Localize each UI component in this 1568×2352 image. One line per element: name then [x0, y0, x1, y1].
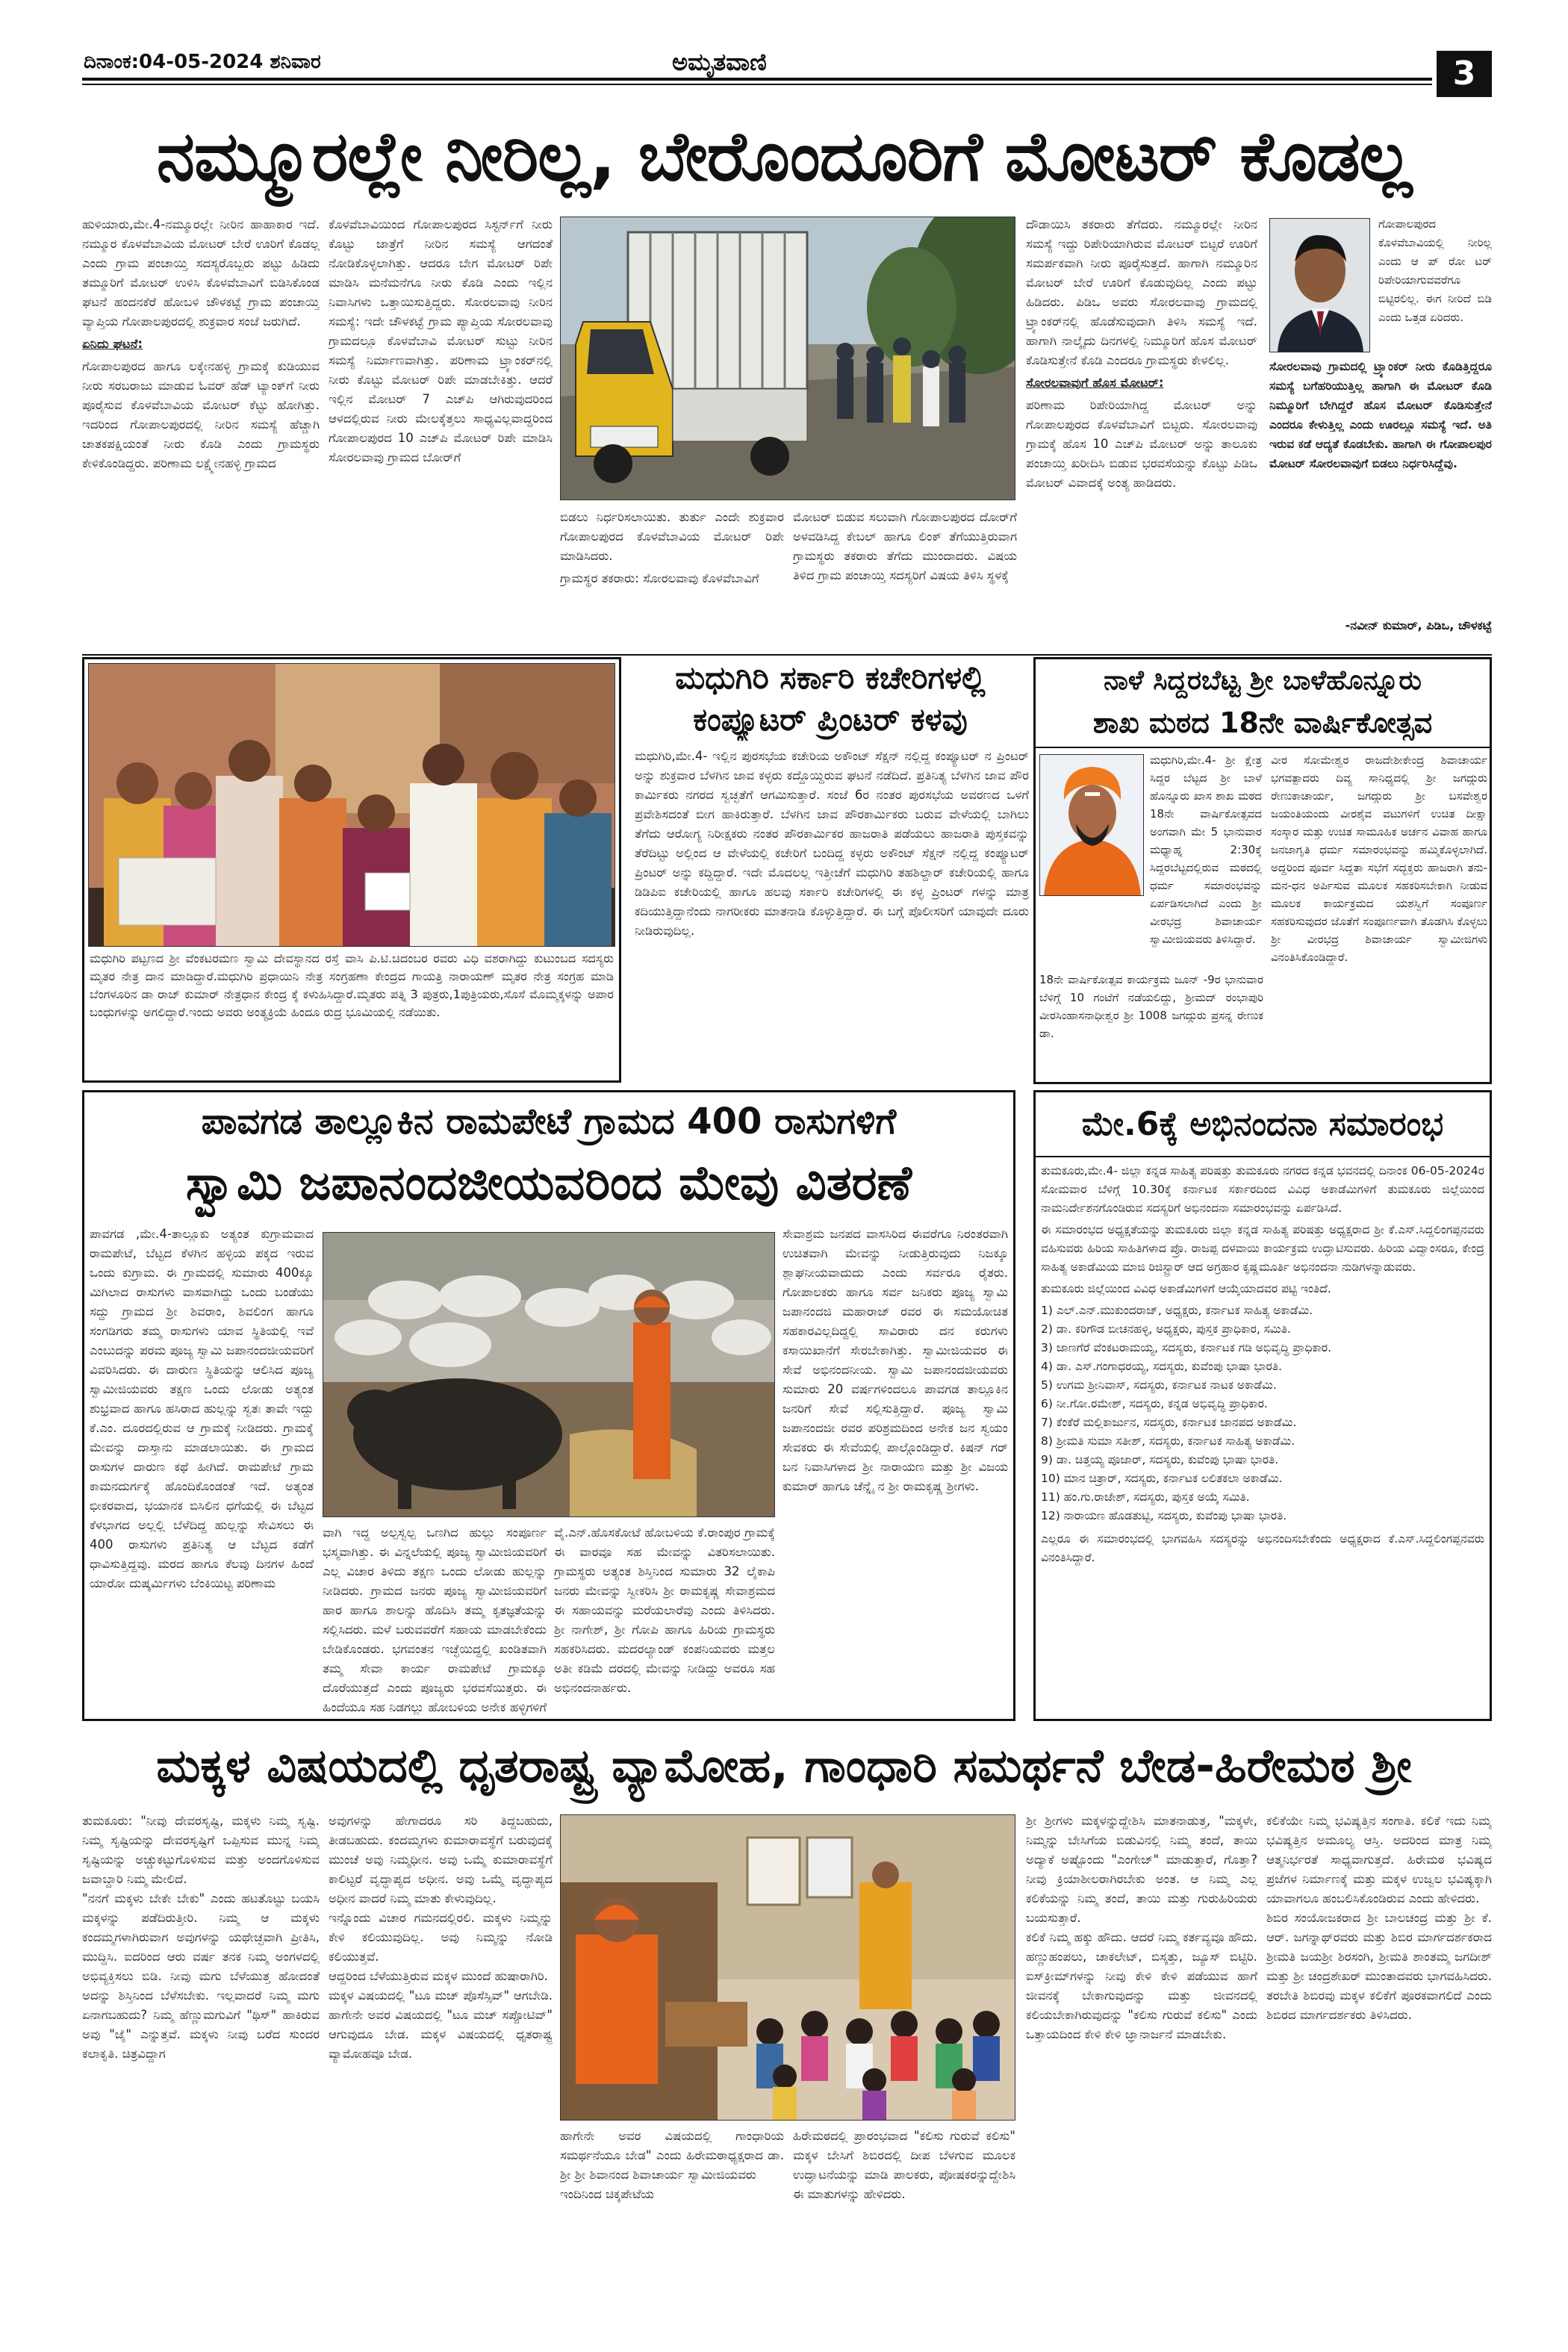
story1-subhead-2: ಸೋರಲವಾವುಗೆ ಹೊಸ ಮೋಟರ್: — [1026, 376, 1164, 390]
member-list-item: 8) ಶ್ರೀಮತಿ ಸುಮಾ ಸತೀಶ್, ಸದಸ್ಯರು, ಕರ್ನಾಟಕ ಸಾಹಿತ್ಯ ಅಕಾಡೆಮಿ. — [1041, 1434, 1295, 1448]
story1-column-5 — [1378, 215, 1492, 349]
cattle-photo-image — [323, 1233, 775, 1517]
story3-rule — [1036, 747, 1490, 748]
member-list-item: 4) ಡಾ. ಎಸ್.ಗಂಗಾಧರಯ್ಯ, ಸದಸ್ಯರು, ಕುವೆಂಪು ಭಾಷಾ ಭಾರತಿ. — [1041, 1360, 1282, 1373]
story1-col1-text: ಹುಳಿಯಾರು,ಮೇ.4-ನಮ್ಮೂರಲ್ಲೇ ನೀರಿನ ಹಾಹಾಕಾರ ಇದೆ. ನಮ್ಮೂರ ಕೊಳವೆಬಾವಿಯ ಮೋಟರ್ ಬೇರೆ ಊರಿಗೆ ಕೊಡಲ್ಲ ಎಂದು ಗ್ರಾಮ ಪಂಚಾಯ್ತಿ ಸದಸ್ಯರೊಬ್ಬರು ಪಟ್ಟು ಹಿಡಿದು ತಮ್ಮೂರಿಗೆ ಮೋಟರ್ ಉಳಿಸಿ ಕೊಳವೆಬಾವಿಗೆ ಬಿಡಿಸಿಕೊಂಡ ಘಟನೆ ಹಂದನಕೆರೆ ಹೋಬಳಿ ಚೌಳಕಟ್ಟೆ ಗ್ರಾಮ ಪಂಚಾಯ್ತಿ ವ್ಯಾಪ್ತಿಯ ಗೋಪಾಲಪುರದಲ್ಲಿ ಶುಕ್ರವಾರ ಸಂಜೆ ಜರುಗಿದೆ. — [82, 217, 320, 329]
story5-para3: ತುಮಕೂರು ಜಿಲ್ಲೆಯಿಂದ ವಿವಿಧ ಅಕಾಡೆಮಿಗಳಿಗೆ ಆಯ್ಕೆಯಾದವರ ಪಟ್ಟಿ ಇಂತಿದೆ. — [1041, 1282, 1331, 1295]
page-number: 3 — [1437, 51, 1492, 97]
story1-col4-text-b: ಪರಿಣಾಮ ರಿಪೇರಿಯಾಗಿದ್ದ ಮೋಟರ್ ಅನ್ನು ಗೋಪಾಲಪುರದ ಕೊಳವೆಬಾವಿಗೆ ಬಿಟ್ಟರು. ಸೋರಲವಾವು ಗ್ರಾಮಕ್ಕೆ ಹೊಸ 10 ಎಚ್‌ಪಿ ಮೋಟರ್ ಅನ್ನು ತಾಲೂಕು ಪಂಚಾಯ್ತಿ ಖರೀದಿಸಿ ಬಿಡುವ ಭರವಸೆಯನ್ನು ಕೊಟ್ಟು ಪಿಡಿಒ ಮೋಟರ್ ವಿವಾದಕ್ಕೆ ಅಂತ್ಯ ಹಾಡಿದರು. — [1026, 398, 1257, 490]
cattle-photo — [323, 1232, 775, 1517]
story6-column-1: ತುಮಕೂರು: "ನೀವು ದೇವರಸೃಷ್ಟಿ, ಮಕ್ಕಳು ನಿಮ್ಮ ಸೃಷ್ಟಿ. ನಿಮ್ಮ ಸೃಷ್ಟಿಯನ್ನು ದೇವರಸೃಷ್ಟಿಗೆ ಒಪ್ಪಿಸುವ ಮುನ್ನ ನಿಮ್ಮ ಸೃಷ್ಟಿಯನ್ನು ಅಚ್ಚುಕಟ್ಟುಗೊಳಿಸುವ ಮತ್ತು ಅಂದಗೊಳಿಸುವ ಜವಾಬ್ದಾರಿ ನಿಮ್ಮ ಮೇಲಿದೆ. "ನನಗೆ ಮಕ್ಕಳು ಬೇಕೇ ಬೇಕು" ಎಂದು ಹಟತೊಟ್ಟು ಬಯಸಿ ಮಕ್ಕಳನ್ನು ಪಡೆದಿರುತ್ತೀರಿ. ನಿಮ್ಮ ಆ ಮಕ್ಕಳು ಕಂದಮ್ಮಗಳಾಗಿರುವಾಗ ಅವುಗಳನ್ನು ಯಥೇಚ್ಛವಾಗಿ ಪ್ರೀತಿಸಿ, ಮುದ್ದಿಸಿ. ಐದರಿಂದ ಆರು ವರ್ಷ ತನಕ ನಿಮ್ಮ ಅಂಗಳದಲ್ಲಿ ಅಭಿವ್ಯಕ್ತಿಸಲು ಬಿಡಿ. ನೀವು ಮಗು ಬೆಳೆಯುತ್ತ ಹೋದಂತೆ ಅದನ್ನು ಶಿಸ್ತಿನಿಂದ ಬೆಳೆಸಬೇಕು. ಇಲ್ಲವಾದರೆ ನಿಮ್ಮ ಮಗು ಏನಾಗಬಹುದು? ನಿಮ್ಮ ಹೆಣ್ಣುಮಗುವಿಗೆ "ಥಿಸ್" ಹಾಕಿರುವ ಅವು "ಜೈ" ಎನ್ನುತ್ತವೆ. ಮಕ್ಕಳು ನೀವು ಬರೆದ ಸುಂದರ ಕಲಾಕೃತಿ. ಚಿತ್ರವಿದ್ದಾಗ — [82, 1814, 320, 2061]
member-list — [1041, 1301, 1484, 1525]
story5-para2: ಈ ಸಮಾರಂಭದ ಅಧ್ಯಕ್ಷತೆಯನ್ನು ತುಮಕೂರು ಜಿಲ್ಲಾ ಕನ್ನಡ ಸಾಹಿತ್ಯ ಪರಿಷತ್ತು ಅಧ್ಯಕ್ಷರಾದ ಶ್ರೀ ಕೆ.ಎಸ್.ಸಿದ್ದಲಿಂಗಪ್ಪನವರು ವಹಿಸುವರು ಹಿರಿಯ ಸಾಹಿತಿಗಳಾದ ಪ್ರೊ. ರಾಜಪ್ಪ ದಳವಾಯಿ ಕಾರ್ಯಕ್ರಮ ಉದ್ಘಾಟಿಸುವರು. ಹಿರಿಯ ವಿದ್ವಾಂಸರೂ, ಕೇಂದ್ರ ಸಾಹಿತ್ಯ ಅಕಾಡೆಮಿಯ ಮಾಜಿ ರಿಜಿಸ್ಟ್ರಾರ್ ಆದ ಅಗ್ರಹಾರ ಕೃಷ್ಣಮೂರ್ತಿ ಅಭಿನಂದನಾ ನುಡಿಗಳನ್ನಾಡುವರು. — [1041, 1223, 1484, 1274]
story1-middle-b — [793, 508, 1017, 657]
story1-middle-a-text: ಬಿಡಲು ನಿರ್ಧರಿಸಲಾಯಿತು. ತುರ್ತು ಎಂದೇ ಶುಕ್ರವಾರ ಗೋಪಾಲಪುರದ ಕೊಳವೆಬಾವಿಯ ಮೋಟರ್ ರಿಪೇ ಮಾಡಿಸಿದರು. — [560, 510, 784, 563]
family-photo — [88, 663, 615, 947]
story6-column-2: ಅವುಗಳನ್ನು ಹೇಗಾದರೂ ಸರಿ ತಿದ್ದಬಹುದು, ತೀಡಬಹುದು. ಕಂದಮ್ಮಗಳು ಕುಮಾರಾವಸ್ಥೆಗೆ ಬರುವುದಕ್ಕೆ ಮುಂಚೆ ಅವು ನಿಮ್ಮಧೀನ. ಅವು ಒಮ್ಮೆ ಕುಮಾರಾವಸ್ಥೆಗೆ ಕಾಲಿಟ್ಟರೆ ವೃದ್ಧಾಪ್ಯದ ಅಧೀನ. ಅವು ಒಮ್ಮೆ ವೃದ್ಧಾಪ್ಯದ ಅಧೀನ ವಾದರೆ ನಿಮ್ಮ ಮಾತು ಕೇಳುವುದಿಲ್ಲ. ಇನ್ನೊಂದು ವಿಚಾರ ಗಮನದಲ್ಲಿರಲಿ. ಮಕ್ಕಳು ನಿಮ್ಮನ್ನು ಕೇಳಿ ಕಲಿಯುವುದಿಲ್ಲ. ಅವು ನಿಮ್ಮನ್ನು ನೋಡಿ ಕಲಿಯುತ್ತವೆ. ಆದ್ದರಿಂದ ಬೆಳೆಯುತ್ತಿರುವ ಮಕ್ಕಳ ಮುಂದೆ ಹುಷಾರಾಗಿರಿ. ಮಕ್ಕಳ ವಿಷಯದಲ್ಲಿ "ಟೂ ಮಚ್ ಪೊಸೆಸ್ಸಿವ್" ಆಗಬೇಡಿ. ಹಾಗೇನೇ ಅವರ ವಿಷಯದಲ್ಲಿ "ಟೂ ಮಚ್ ಸಪ್ಪೋಟಿವ್" ಆಗುವುದೂ ಬೇಡ. ಮಕ್ಕಳ ವಿಷಯದಲ್ಲಿ ಧೃತರಾಷ್ಟ್ರ ವ್ಯಾಮೋಹವೂ ಬೇಡ. — [329, 1814, 553, 2061]
member-list-item: 7) ಕೆಂಕೆರೆ ಮಲ್ಲಿಕಾರ್ಜುನ, ಸದಸ್ಯರು, ಕರ್ನಾಟಕ ಜಾನಪದ ಅಕಾಡೆಮಿ. — [1041, 1416, 1297, 1429]
header-rule — [82, 78, 1432, 81]
story1-column-2 — [329, 215, 553, 656]
story3-headline-line2: ಶಾಖ ಮಠದ 18ನೇ ವಾರ್ಷಿಕೋತ್ಸವ — [1092, 706, 1433, 739]
story2-headline-line2: ಕಂಪ್ಯೂಟರ್ ಪ್ರಿಂಟರ್ ಕಳವು — [693, 701, 968, 738]
story6-column-4: ಶ್ರೀ ಶ್ರೀಗಳು ಮಕ್ಕಳನ್ನುದ್ದೇಶಿಸಿ ಮಾತನಾಡುತ್ತ, "ಮಕ್ಕಳೇ, ನಿಮ್ಮನ್ನು ಬೇಸಿಗೆಯ ಬಿಡುವಿನಲ್ಲಿ ನಿಮ್ಮ ತಂದೆ, ತಾಯಿ ಅದ್ಯಾಕೆ ಅಷ್ಟೊಂದು "ಎಂಗೇಜ್" ಮಾಡುತ್ತಾರೆ, ಗೊತ್ತಾ? ನೀವು ಕ್ರಿಯಾಶೀಲರಾಗಿರಬೇಕು ಅಂತ. ಆ ನಿಮ್ಮ ಎಲ್ಲ ಕಲಿಕೆಯನ್ನು ನಿಮ್ಮ ತಂದೆ, ತಾಯಿ ಮತ್ತು ಗುರುಹಿರಿಯರು ಬಯಸುತ್ತಾರೆ. ಕಲಿಕೆ ನಿಮ್ಮ ಹಕ್ಕು ಹೌದು. ಆದರೆ ನಿಮ್ಮ ಕರ್ತವ್ಯವೂ ಹೌದು. ಹಣ್ಣುಹಂಪಲು, ಚಾಕಲೇಟ್, ಬಿಸ್ಕತ್ತು, ಜ್ಯೂಸ್ ಬಿಟ್ಟಿರಿ. ಐಸ್‌ಕ್ರೀಮ್‌ಗಳನ್ನು ನೀವು ಕೇಳಿ ಕೇಳಿ ಪಡೆಯುವ ಹಾಗೆ ಜೀವನಕ್ಕೆ ಬೇಕಾಗುವುದನ್ನು ಮತ್ತು ಜೀವನದಲ್ಲಿ ಕಲಿಯಬೇಕಾಗಿರುವುದನ್ನು "ಕಲಿಸು ಗುರುವೆ ಕಲಿಸು" ಎಂದು ಒತ್ತಾಯದಿಂದ ಕೇಳಿ ಕೇಳಿ ಜ್ಞಾನಾರ್ಜನೆ ಮಾಡಬೇಕು. — [1026, 1814, 1257, 2041]
camp-photo — [560, 1814, 1015, 2121]
story1-middle-a2-text: ಗ್ರಾಮಸ್ಥರ ತಕರಾರು: ಸೋರಲವಾವು ಕೊಳವೆಬಾವಿಗೆ — [560, 571, 759, 585]
story5-body — [1041, 1162, 1484, 1717]
member-list-item: 10) ಮಾನ ಚಿತ್ರಾರ್, ಸದಸ್ಯರು, ಕರ್ನಾಟಕ ಲಲಿತಕಲಾ ಅಕಾಡೆಮಿ. — [1041, 1472, 1283, 1485]
story3-headline-line1: ನಾಳೆ ಸಿದ್ದರಬೆಟ್ಟ ಶ್ರೀ ಬಾಳೆಹೊನ್ನೂರು — [1104, 665, 1422, 696]
story4-column-3: ವೈ.ಎನ್.ಹೊಸಕೋಟೆ ಹೋಬಳಿಯ ಕೆ.ರಾಂಪುರ ಗ್ರಾಮಕ್ಕೆ ಈ ವಾರವೂ ಸಹ ಮೇವನ್ನು ವಿತರಿಸಲಾಯಿತು. ಗ್ರಾಮಸ್ಥರು ಅತ್ಯಂತ ಶಿಸ್ತಿನಿಂದ ಸುಮಾರು 32 ಲೈಕಾಪಿ ಜನರು ಮೇವನ್ನು ಸ್ವೀಕರಿಸಿ ಶ್ರೀ ರಾಮಕೃಷ್ಣ ಸೇವಾಶ್ರಮದ ಈ ಸಹಾಯವನ್ನು ಮರೆಯಲಾರೆವು ಎಂದು ತಿಳಿಸಿದರು. ಶ್ರೀ ನಾಗೇಶ್, ಶ್ರೀ ಗೋಪಿ ಹಾಗೂ ಹಿರಿಯ ಗ್ರಾಮಸ್ಥರು ಸಹಕರಿಸಿದರು. ಮದರಲ್ಯಾಂಡ್ ಕಂಪನಿಯವರು ಮತ್ತಲ ಅತೀ ಕಡಿಮೆ ದರದಲ್ಲಿ ಮೇವನ್ನು ನೀಡಿದ್ದು ಅವರೂ ಸಹ ಅಭಿನಂದನಾರ್ಹರು. — [554, 1525, 775, 1695]
member-list-item: 9) ಡಾ. ಚಿತ್ತಯ್ಯ ಪೂಜಾರ್, ಸದಸ್ಯರು, ಕುವೆಂಪು ಭಾಷಾ ಭಾರತಿ. — [1041, 1453, 1279, 1466]
story5-intro: ತುಮಕೂರು,ಮೇ.4- ಜಿಲ್ಲಾ ಕನ್ನಡ ಸಾಹಿತ್ಯ ಪರಿಷತ್ತು ತುಮಕೂರು ನಗರದ ಕನ್ನಡ ಭವನದಲ್ಲಿ ದಿನಾಂಕ 06-05-2024ರ ಸೋಮವಾರ ಬೆಳಿಗ್ಗೆ 10.30ಕ್ಕೆ ಕರ್ನಾಟಕ ಸರ್ಕಾರದಿಂದ ವಿವಿಧ ಅಕಾಡೆಮಿಗಳಿಗೆ ತುಮಕೂರು ಜಿಲ್ಲೆಯಿಂದ ನಾಮನಿರ್ದೇಶನಗೊಂಡಿರುವ ಸದಸ್ಯರಿಗೆ ಅಭಿನಂದನಾ ಸಮಾರಂಭವನ್ನು ಏರ್ಪಡಿಸಿದೆ. — [1041, 1164, 1484, 1215]
member-list-item: 2) ಡಾ. ಕರಿಗೌಡ ಬೀಚನಹಳ್ಳಿ, ಅಧ್ಯಕ್ಷರು, ಪುಸ್ತಕ ಪ್ರಾಧಿಕಾರ, ಸಮಿತಿ. — [1041, 1322, 1291, 1336]
story4-column-1: ಪಾವಗಡ ,ಮೇ.4-ತಾಲ್ಲೂಕು ಅತ್ಯಂತ ಕುಗ್ರಾಮವಾದ ರಾಮಪೇಟೆ, ಬೆಟ್ಟದ ಕೆಳಗಿನ ಹಳ್ಳಿಯ ಪಕ್ಕದ ಇರುವ ಒಂದು ಕುಗ್ರಾಮ. ಈ ಗ್ರಾಮದಲ್ಲಿ ಸುಮಾರು 400ಕ್ಕೂ ಮಿಗಿಲಾದ ರಾಸುಗಳು ವಾಸವಾಗಿದ್ದು ಒಂದು ಬಂಡೆಯು ಸದ್ದು ಗ್ರಾಮದ ಶ್ರೀ ಶಿವರಾಂ, ಶಿವಲಿಂಗ ಹಾಗೂ ಸಂಗಡಿಗರು ತಮ್ಮ ರಾಸುಗಳು ಯಾವ ಸ್ಥಿತಿಯಲ್ಲಿ ಇವೆ ಎಂಬುದನ್ನು ಪರಮ ಪೂಜ್ಯ ಸ್ವಾಮಿ ಜಪಾನಂದಜೀಯವರಿಗೆ ವಿವರಿಸಿದರು. ಈ ದಾರುಣ ಸ್ಥಿತಿಯನ್ನು ಆಲಿಸಿದ ಪೂಜ್ಯ ಸ್ವಾಮೀಜಿಯವರು ತಕ್ಷಣ ಒಂದು ಲೋಡು ಅತ್ಯಂತ ಶುಭ್ರವಾದ ಹಾಗೂ ಹಸಿರಾದ ಹುಲ್ಲನ್ನು ಸ್ವತಃ ತಾವೇ ಇದ್ದು ಕೆ.ಎಂ. ದೂರದಲ್ಲಿರುವ ಆ ಗ್ರಾಮಕ್ಕೆ ನೀಡಿದರು. ಗ್ರಾಮಕ್ಕೆ ಮೇವನ್ನು ದಾಸ್ತಾನು ಮಾಡಲಾಯಿತು. ಈ ಗ್ರಾಮದ ರಾಸುಗಳ ದಾರುಣ ಕಥೆ ಹೀಗಿದೆ. ರಾಮಪೇಟೆ ಗ್ರಾಮ ಕಾಮನದುರ್ಗಕ್ಕೆ ಹೊಂದಿಕೊಂಡಂತೆ ಇದೆ. ಅತ್ಯಂತ ಭೀಕರವಾದ, ಭಯಾನಕ ಬಿಸಿಲಿನ ಧಗೆಯಲ್ಲಿ ಈ ಬೆಟ್ಟದ ಕೆಳಭಾಗದ ಅಲ್ಲಲ್ಲಿ ಬೆಳೆದಿದ್ದ ಹುಲ್ಲನ್ನು ಸೇವಿಸಲು ಈ 400 ರಾಸುಗಳು ಪ್ರತಿನಿತ್ಯ ಆ ಬೆಟ್ಟದ ಕಡೆಗೆ ಧಾವಿಸುತ್ತಿದ್ದವು. ಮರದ ಹಾಗೂ ಕೆಲವು ದಿನಗಳ ಹಿಂದೆ ಯಾರೋ ದುಷ್ಕರ್ಮಿಗಳು ಬೆಂಕಿಯಿಟ್ಟ ಪರಿಣಾಮ — [90, 1227, 314, 1590]
camp-photo-image — [561, 1815, 1015, 2121]
story5-headline: ಮೇ.6ಕ್ಕೆ ಅಭಿನಂದನಾ ಸಮಾರಂಭ — [1081, 1105, 1444, 1143]
edition-date: ದಿನಾಂಕ:04-05-2024 ಶನಿವಾರ — [84, 51, 321, 73]
story1-subhead-1: ಏನಿದು ಘಟನೆ: — [82, 337, 143, 351]
story5-rule — [1036, 1156, 1490, 1157]
story1-middle-a — [560, 508, 784, 657]
pdo-portrait-image — [1270, 219, 1370, 352]
story5-closing: ಎಲ್ಲರೂ ಈ ಸಮಾರಂಭದಲ್ಲಿ ಭಾಗವಹಿಸಿ ಸದಸ್ಯರನ್ನು ಅಭಿನಂದಿಸಬೇಕೆಂದು ಅಧ್ಯಕ್ಷರಾದ ಕೆ.ಎಸ್.ಸಿದ್ದಲಿಂಗಪ್ಪನವರು ವಿನಂತಿಸಿದ್ದಾರೆ. — [1041, 1532, 1484, 1564]
header-rule-thin — [82, 84, 1432, 85]
member-list-item: 12) ನಾರಾಯಣ ಹೊಡತುಟ್ಟಿ, ಸದಸ್ಯರು, ಕುವೆಂಪು ಭಾಷಾ ಭಾರತಿ. — [1041, 1509, 1287, 1522]
story3-body-a: ಮಧುಗಿರಿ,ಮೇ.4- ಶ್ರೀ ಕ್ಷೇತ್ರ ಸಿದ್ದರ ಬೆಟ್ಟದ ಶ್ರೀ ಬಾಳೆ ಹೊನ್ನೂರು ಖಾಸ ಶಾಖ ಮಠದ 18ನೇ ವಾರ್ಷಿಕೋತ್ಸವದ ಅಂಗವಾಗಿ ಮೇ 5 ಭಾನುವಾರ ಮಧ್ಯಾಹ್ನ 2:30ಕ್ಕೆ ಸಿದ್ದರಬೆಟ್ಟದಲ್ಲಿರುವ ಮಠದಲ್ಲಿ ಧರ್ಮ ಸಮಾರಂಭವನ್ನು ಏರ್ಪಡಿಸಲಾಗಿದೆ ಎಂದು ಶ್ರೀ ವೀರಭದ್ರ ಶಿವಾಚಾರ್ಯ ಸ್ವಾಮೀಜಿಯವರು ತಿಳಿಸಿದ್ದಾರೆ. — [1150, 753, 1262, 946]
member-list-item: 3) ಜಾಣಗೆರೆ ವೆಂಕಟರಾಮಯ್ಯ, ಸದಸ್ಯರು, ಕರ್ನಾಟಕ ಗಡಿ ಅಭಿವೃದ್ಧಿ ಪ್ರಾಧಿಕಾರ. — [1041, 1341, 1332, 1354]
family-photo-image — [89, 664, 615, 947]
truck-photo-image — [561, 217, 1015, 500]
member-list-item: 5) ಉಗಮ ಶ್ರೀನಿವಾಸ್, ಸದಸ್ಯರು, ಕರ್ನಾಟಕ ನಾಟಕ ಅಕಾಡೆಮಿ. — [1041, 1378, 1277, 1392]
story4-middle: ವಾಗಿ ಇದ್ದ ಅಲ್ಪಸ್ವಲ್ಪ ಒಣಗಿದ ಹುಲ್ಲು ಸಂಪೂರ್ಣ ಭಸ್ಮವಾಗಿತ್ತು. ಈ ವಿನ್ನಲೆಯಲ್ಲಿ ಪೂಜ್ಯ ಸ್ವಾಮೀಜಿಯವರಿಗೆ ಎಲ್ಲ ವಿಚಾರ ತಿಳಿದು ತಕ್ಷಣ ಒಂದು ಲೋಡು ಹುಲ್ಲನ್ನು ನೀಡಿದರು. ಗ್ರಾಮದ ಜನರು ಪೂಜ್ಯ ಸ್ವಾಮೀಜಿಯವರಿಗೆ ಹಾರ ಹಾಗೂ ಶಾಲನ್ನು ಹೊದಿಸಿ ತಮ್ಮ ಕೃತಜ್ಞತೆಯನ್ನು ಸಲ್ಲಿಸಿದರು. ಮಳೆ ಬರುವವರೆಗೆ ಸಹಾಯ ಮಾಡಬೇಕೆಂದು ಬೇಡಿಕೊಂಡರು. ಭಗವಂತನ ಇಚ್ಛೆಯಿದ್ದಲ್ಲಿ ಖಂಡಿತವಾಗಿ ತಮ್ಮ ಸೇವಾ ಕಾರ್ಯ ರಾಮಪೇಟೆ ಗ್ರಾಮಕ್ಕೂ ದೊರೆಯುತ್ತದೆ ಎಂದು ಪೂಜ್ಯರು ಭರವಸೆಯಿತ್ತರು. ಈ ಹಿಂದೆಯೂ ಸಹ ನಿಡಗಲ್ಲು ಹೋಬಳಿಯ ಅನೇಕ ಹಳ್ಳಿಗಳಿಗೆ — [323, 1525, 547, 1714]
swamiji-portrait — [1039, 754, 1144, 896]
member-list-item: 1) ಎಲ್.ಎನ್.ಮುಕುಂದರಾಜ್, ಅಧ್ಯಕ್ಷರು, ಕರ್ನಾಟಕ ಸಾಹಿತ್ಯ ಅಕಾಡೆಮಿ. — [1041, 1304, 1313, 1317]
story1-column-1 — [82, 215, 320, 656]
story4-column-4: ಸೇವಾಶ್ರಮ ಜನಪದ ವಾಸಸಿರಿದ ಈವರೆಗೂ ನಿರಂತರವಾಗಿ ಉಚಿತವಾಗಿ ಮೇವನ್ನು ನೀಡುತ್ತಿರುವುದು ನಿಜಕ್ಕೂ ಶ್ಲಾಘನೀಯವಾದುದು ಎಂದು ಸರ್ವರೂ ರೈತರು. ಗೋಪಾಲಕರು ಹಾಗೂ ಸರ್ವ ಜನಿಕರು ಪೂಜ್ಯ ಸ್ವಾಮಿ ಜಪಾನಂದಜಿ ಮಹಾರಾಜ್ ರವರ ಈ ಸಮಯೋಚಿತ ಸಹಕಾರವಿಲ್ಲದಿದ್ದಲ್ಲಿ ಸಾವಿರಾರು ದನ ಕರುಗಳು ಕಸಾಯಿಖಾನೆಗೆ ಸೇರಬೇಕಾಗಿತ್ತು. ಸ್ವಾಮೀಜಿಯವರ ಈ ಸೇವೆ ಅಭಿನಂದನೀಯ. ಸ್ವಾಮಿ ಜಪಾನಂದಜೀಯವರು ಸುಮಾರು 20 ವರ್ಷಗಳಿಂದಲೂ ಪಾವಗಡ ತಾಲ್ಲೂಕಿನ ಜನರಿಗೆ ಸೇವೆ ಸಲ್ಲಿಸುತ್ತಿದ್ದಾರೆ. ಪೂಜ್ಯ ಸ್ವಾಮಿ ಜಪಾನಂದಜೀ ರವರ ಪರಿಶ್ರಮದಿಂದ ಅನೇಕ ಜನ ಸ್ವಯಂ ಸೇವಕರು ಈ ಸೇವೆಯಲ್ಲಿ ಪಾಲ್ಗೊಂಡಿದ್ದಾರೆ. ಕಿಷನ್ ಗರ್ ಬನ ನಿವಾಸಿಗಳಾದ ಶ್ರೀ ನಾರಾಯಣ ಮತ್ತು ಶ್ರೀ ವಿಜಯ ಕುಮಾರ್ ಹಾಗೂ ಚೆನ್ನೈ ನ ಶ್ರೀ ರಾಮಕೃಷ್ಣ ಶ್ರೀಗಳು. — [783, 1227, 1008, 1493]
story2-body: ಮಧುಗಿರಿ,ಮೇ.4- ಇಲ್ಲಿನ ಪುರಸಭೆಯ ಕಚೇರಿಯ ಅಕೌಂಟ್ ಸೆಕ್ಷನ್ ನಲ್ಲಿದ್ದ ಕಂಪ್ಯೂಟರ್ ನ ಪ್ರಿಂಟರ್ ಅನ್ನು ಶುಕ್ರವಾರ ಬೆಳಗಿನ ಜಾವ ಕಳ್ಳರು ಕದ್ದೊಯ್ದಿರುವ ಘಟನೆ ನಡೆದಿದೆ. ಪ್ರತಿನಿತ್ಯ ಬೆಳಗಿನ ಜಾವ ಪೌರ ಕಾರ್ಮಿಕರು ನಗರದ ಸ್ವಚ್ಛತೆಗೆ ಆಗಮಿಸುತ್ತಾರೆ. ಸಂಜೆ 6ರ ನಂತರ ಪುರಸಭೆಯ ಅವರಣದ ಒಳಗೆ ಪ್ರವೇಶಿಸದಂತೆ ಬೀಗ ಹಾಕಿರುತ್ತಾರೆ. ಬೆಳಗಿನ ಜಾವ ಪೌರಕಾರ್ಮಿಕರು ಬರುವ ವೇಳೆಯಲ್ಲಿ ಬಾಗಿಲು ತೆಗೆದು ಆರೋಗ್ಯ ನಿರೀಕ್ಷಕರು ನಂತರ ಪೌರಕಾರ್ಮಿಕರ ಹಾಜರಾತಿ ಪಡೆಯಲು ಹಾಜರಾತಿ ಪುಸ್ತಕವನ್ನು ತೆರೆದಿಟ್ಟು ಅಲ್ಲಿಂದ ಆ ವೇಳೆಯಲ್ಲಿ ಕಚೇರಿಗೆ ಬಂದಿದ್ದ ಕಳ್ಳರು ಅಕೌಂಟ್ ಸೆಕ್ಷನ್ ನಲ್ಲಿದ್ದ ಕಂಪ್ಯೂಟರ್ ಪ್ರಿಂಟರ್ ಅನ್ನು ಕದ್ದಿದ್ದಾರೆ. ಇದೇ ಮೊದಲಲ್ಲ ಇತ್ತೀಚೆಗೆ ಮಧುಗಿರಿ ತಹಶಿಲ್ದಾರ್ ಕಚೇರಿಯಲ್ಲಿ ಹಾಗೂ ಡಿಡಿಪಿಐ ಕಚೇರಿಯಲ್ಲಿ ಹಾಗೂ ಹಲವು ಸರ್ಕಾರಿ ಕಚೇರಿಗಳಲ್ಲಿ ಈ ಕಳ್ಳ ಪ್ರಿಂಟರ್ ಗಳನ್ನು ಮಾತ್ರ ಕದಿಯುತ್ತಿದ್ದಾನೆಂದು ನಾಗರೀಕರು ಮಾತನಾಡಿ ಕೊಳ್ಳುತ್ತಿದ್ದಾರೆ. ಈ ಬಗ್ಗೆ ಪೊಲೀಸರಿಗೆ ಯಾವುದೇ ದೂರು ನೀಡಿರುವುದಿಲ್ಲ. — [635, 749, 1029, 938]
story2-headline-line1: ಮಧುಗಿರಿ ಸರ್ಕಾರಿ ಕಚೇರಿಗಳಲ್ಲಿ — [675, 659, 986, 696]
story1-col2-text: ಕೊಳವೆಬಾವಿಯಿಂದ ಗೋಪಾಲಪುರದ ಸಿಸ್ಟರ್ನ್‌ಗೆ ನೀರು ಕೊಟ್ಟು ಜಾತ್ರೆಗೆ ನೀರಿನ ಸಮಸ್ಯೆ ಆಗದಂತೆ ನೋಡಿಕೊಳ್ಳಲಾಗಿತ್ತು. ಆದರೂ ಬೇಗ ಮೋಟರ್ ರಿಪೇ ಮಾಡಿಸಿ ಮನೆಮನೆಗೂ ನೀರು ಕೊಡಿ ಎಂದು ಇಲ್ಲಿನ ನಿವಾಸಿಗಳು ಒತ್ತಾಯಿಸುತ್ತಿದ್ದರು. ಸೋರಲವಾವು ನೀರಿನ ಸಮಸ್ಯೆ: ಇದೇ ಚೌಳಕಟ್ಟೆ ಗ್ರಾಮ ಪ್ಯಾಪ್ತಿಯ ಸೋರಲವಾವು ಗ್ರಾಮದಲ್ಲೂ ಕೊಳವೆಬಾವಿ ಮೋಟರ್ ಸುಟ್ಟು ನೀರಿನ ಸಮಸ್ಯೆ ನಿರ್ಮಾಣವಾಗಿತ್ತು. ಪರಿಣಾಮ ಟ್ರ್ಯಾಂಕರ್‌ನಲ್ಲಿ ನೀರು ಕೊಟ್ಟು ಮೋಟರ್ ರಿಪೇ ಮಾಡಬೇಕಿತ್ತು. ಆದರೆ ಇಲ್ಲಿನ ಮೋಟರ್ 7 ಎಚ್‌ಪಿ ಆಗಿರುವುದರಿಂದ ಆಳದಲ್ಲಿರುವ ನೀರು ಮೇಲಕ್ಕೆತ್ತಲು ಸಾಧ್ಯವಿಲ್ಲವಾದ್ದರಿಂದ ಗೋಪಾಲಪುರದ 10 ಎಚ್‌ಪಿ ಮೋಟರ್ ರಿಪೇ ಮಾಡಿಸಿ ಸೋರಲವಾವು ಗ್ರಾಮದ ಬೋರ್‌ಗೆ — [329, 217, 553, 464]
story1-quote-text: ಸೋರಲವಾವು ಗ್ರಾಮದಲ್ಲಿ ಟ್ರ್ಯಾಂಕರ್ ನೀರು ಕೊಡಿತ್ತಿದ್ದರೂ ಸಮಸ್ಯೆ ಬಗೆಹರಿಯುತ್ತಿಲ್ಲ ಹಾಗಾಗಿ ಈ ಮೋಟರ್ ಕೊಡಿ ನಿಮ್ಮೂರಿಗೆ ಬೇಗಿದ್ದರೆ ಹೊಸ ಮೋಟರ್ ಕೊಡಿಸುತ್ತೇನೆ ಎಂದರೂ ಕೇಳುತ್ತಿಲ್ಲ ಎಂದು ಊರಲ್ಲೂ ಸಮಸ್ಯೆ ಇದೆ. ಅತಿ ಇರುವ ಕಡೆ ಆದ್ಯತೆ ಕೊಡಬೇಕು. ಹಾಗಾಗಿ ಈ ಗೋಪಾಲಪುರ ಮೋಟರ್ ಸೋರಲವಾವುಗೆ ಬಿಡಲು ನಿರ್ಧರಿಸಿದ್ದೆವು. — [1269, 360, 1492, 470]
newspaper-name: ಅಮೃತವಾಣಿ — [672, 48, 767, 76]
swamiji-portrait-image — [1040, 755, 1144, 896]
pdo-portrait — [1269, 218, 1370, 352]
story1-bottom-rule — [82, 654, 1492, 656]
story1-col5-text: ಗೋಪಾಲಪುರದ ಕೊಳವೆಬಾವಿಯಲ್ಲಿ ನೀರಿಲ್ಲ ಎಂದು ಆ ಪ್ ರೋ ಟರ್ ರಿಪೇರಿಯಾಗುವವರೆಗೂ ಬಿಟ್ಟಿರಲಿಲ್ಲ. ಈಗ ನೀರಿದೆ ಬಿಡಿ ಎಂದು ಒತ್ತಡ ಏರಿದರು. — [1378, 217, 1492, 324]
member-list-item: 6) ನೀ.ಗೋ.ರಮೇಶ್, ಸದಸ್ಯರು, ಕನ್ನಡ ಅಭಿವೃದ್ಧಿ ಪ್ರಾಧಿಕಾರ. — [1041, 1397, 1268, 1410]
story1-headline: ನಮ್ಮೂರಲ್ಲೇ ನೀರಿಲ್ಲ, ಬೇರೊಂದೂರಿಗೆ ಮೋಟರ್ ಕೊಡಲ್ಲ — [156, 116, 1412, 196]
truck-photo — [560, 217, 1015, 500]
story6-headline: ಮಕ್ಕಳ ವಿಷಯದಲ್ಲಿ ಧೃತರಾಷ್ಟ್ರ ವ್ಯಾಮೋಹ, ಗಾಂಧಾರಿ ಸಮರ್ಥನೆ ಬೇಡ-ಹಿರೇಮಠ ಶ್ರೀ — [156, 1738, 1412, 1793]
story1-middle-b-text: ಮೋಟರ್ ಬಿಡುವ ಸಲುವಾಗಿ ಗೋಪಾಲಪುರದ ದೋರ್‌ಗೆ ಅಳವಡಿಸಿದ್ದ ಕೇಬಲ್ ಹಾಗೂ ಲಿಂಕ್ ತೆಗೆಯುತ್ತಿರುವಾಗ ಗ್ರಾಮಸ್ಥರು ತಕರಾರು ತೆಗೆದು ಮುಂದಾದರು. ವಿಷಯ ತಿಳಿದ ಗ್ರಾಮ ಪಂಚಾಯ್ತಿ ಸದಸ್ಯರಿಗೆ ವಿಷಯ ತಿಳಿಸಿ ಸ್ಥಳಕ್ಕೆ — [793, 510, 1017, 582]
obituary-caption: ಮಧುಗಿರಿ ಪಟ್ಟಣದ ಶ್ರೀ ವೆಂಕಟರಮಣ ಸ್ವಾಮಿ ದೇವಸ್ಥಾನದ ರಸ್ತೆ ವಾಸಿ ಪಿ.ಟಿ.ಚಿದಂಬರ ರವರು ವಿಧಿ ವಶರಾಗಿದ್ದು ಕುಟುಂಬದ ಸದಸ್ಯರು ಮೃತರ ನೇತ್ರ ದಾನ ಮಾಡಿದ್ದಾರೆ.ಮಧುಗಿರಿ ಪ್ರಧಾಯಿನಿ ನೇತ್ರ ಸಂಗ್ರಹಣಾ ಕೇಂದ್ರದ ಗಾಯತ್ರಿ ನಾರಾಯಣ್ ಮೃತರ ನೇತ್ರ ಸಂಗ್ರಹ ಮಾಡಿ ಬೆಂಗಳೂರಿನ ಡಾ ರಾಜ್ ಕುಮಾರ್ ನೇತ್ರಧಾನ ಕೇಂದ್ರ ಕ್ಕೆ ಕಳುಹಿಸಿದ್ದಾರೆ.ಮೃತರು ಪತ್ನಿ 3 ಪುತ್ರರು,1ಪುತ್ರಿಯರು,ಸೊಸೆ ಮೊಮ್ಮಕ್ಕಳನ್ನು ಅಪಾರ ಬಂಧುಗಳನ್ನು ಅಗಲಿದ್ದಾರೆ.ಇಂದು ಅವರು ಅಂತ್ಯಕ್ರಿಯೆ ಹಿಂದೂ ರುದ್ರ ಭೂಮಿಯಲ್ಲಿ ನಡೆಯಿತು. — [90, 951, 614, 1019]
story4-headline-line1: ಪಾವಗಡ ತಾಲ್ಲೂಕಿನ ರಾಮಪೇಟೆ ಗ್ರಾಮದ 400 ರಾಸುಗಳಿಗೆ — [201, 1101, 897, 1142]
story4-headline-line2: ಸ್ವಾಮಿ ಜಪಾನಂದಜೀಯವರಿಂದ ಮೇವು ವಿತರಣೆ — [185, 1156, 912, 1211]
story6-middle-b: ಹಿರೇಮಠದಲ್ಲಿ ಪ್ರಾರಂಭವಾದ "ಕಲಿಸು ಗುರುವೆ ಕಲಿಸು" ಮಕ್ಕಳ ಬೇಸಿಗೆ ಶಿಬಿರದಲ್ಲಿ ದೀಪ ಬೆಳಗುವ ಮೂಲಕ ಉದ್ಘಾಟನೆಯನ್ನು ಮಾಡಿ ಪಾಲಕರು, ಪೋಷಕರನ್ನುದ್ದೇಶಿಸಿ ಈ ಮಾತುಗಳನ್ನು ಹೇಳಿದರು. — [793, 2129, 1015, 2201]
story1-col4-text: ದೌಡಾಯಿಸಿ ತಕರಾರು ತೆಗೆದರು. ನಮ್ಮೂರಲ್ಲೇ ನೀರಿನ ಸಮಸ್ಯೆ ಇದ್ದು ರಿಪೇರಿಯಾಗಿರುವ ಮೋಟರ್ ಬಿಟ್ಟರೆ ಊರಿಗೆ ಸಮರ್ಪಕವಾಗಿ ನೀರು ಪೂರೈಸುತ್ತದೆ. ಹಾಗಾಗಿ ನಮ್ಮೂರಿನ ಮೋಟರ್ ಬೇರೆ ಊರಿಗೆ ಕೊಡುವುದಿಲ್ಲ ಎಂದು ಪಟ್ಟು ಹಿಡಿದರು. ಪಿಡಿಒ ಅವರು ಸೋರಲವಾವು ಗ್ರಾಮದಲ್ಲಿ ಟ್ರ್ಯಾಂಕರ್‌ನಲ್ಲಿ ಹೊಡೆಸುವುದಾಗಿ ತಿಳಿಸಿ ಸಮಸ್ಯೆ ಇದೆ. ಹಾಗಾಗಿ ನಾಲ್ಕೈದು ದಿನಗಳಲ್ಲಿ ನಿಮ್ಮೂರಿಗೆ ಹೊಸ ಮೋಟರ್ ಕೊಡಿಸುತ್ತೇನೆ ಕೊಡಿ ಎಂದರೂ ಗ್ರಾಮಸ್ಥರು ಕೇಳಲಿಲ್ಲ. — [1026, 217, 1257, 367]
story6-middle-a: ಹಾಗೇನೇ ಅವರ ವಿಷಯದಲ್ಲಿ ಗಾಂಧಾರಿಯ ಸಮರ್ಥನೆಯೂ ಬೇಡ" ಎಂದು ಹಿರೇಮಠಾಧ್ಯಕ್ಷರಾದ ಡಾ. ಶ್ರೀ ಶ್ರೀ ಶಿವಾನಂದ ಶಿವಾಚಾರ್ಯ ಸ್ವಾಮೀಜಿಯವರು ಇಂದಿನಿಂದ ಚಿಕ್ಕಪೇಟೆಯ — [560, 2129, 784, 2201]
story3-body-c: ವೀರ ಸೋಮೇಶ್ವರ ರಾಜದೇಶೀಕೇಂದ್ರ ಶಿವಾಚಾರ್ಯ ಭಗವತ್ಪಾದರು ದಿವ್ಯ ಸಾನಿಧ್ಯದಲ್ಲಿ ಶ್ರೀ ಜಗದ್ಗುರು ರೇಣುಕಾಚಾರ್ಯ, ಜಗದ್ಗುರು ಶ್ರೀ ಬಸವೇಶ್ವರ ಜಯಂತಿಯಂದು ವೀರಶೈವ ವಟುಗಳಿಗೆ ಉಚಿತ ದೀಕ್ಷಾ ಸಂಸ್ಕಾರ ಮತ್ತು ಉಚಿತ ಸಾಮೂಹಿಕ ಅರ್ಚನ ವಿವಾಹ ಹಾಗೂ ಜನಜಾಗೃತಿ ಧರ್ಮ ಸಮಾರಂಭವನ್ನು ಹಮ್ಮಿಕೊಳ್ಳಲಾಗಿದೆ. ಅದ್ದರಿಂದ ಪೂರ್ವ ಸಿದ್ದತಾ ಸಭೆಗೆ ಸದ್ಭಕ್ತರು ಹಾಜರಾಗಿ ತನು-ಮನ-ಧನ ಅರ್ಪಿಸುವ ಮೂಲಕ ಸಹಕರಿಸಬೇಕಾಗಿ ನೀಡುವ ಮೂಲಕ ಕಾರ್ಯಕ್ರಮದ ಯಶಸ್ವಿಗೆ ಸಂಪೂರ್ಣ ಸಹಕರಿಸುವುದರ ಜೊತೆಗೆ ಸಂಪೂರ್ಣವಾಗಿ ತೊಡಗಿಸಿ ಕೊಳ್ಳಲು ಶ್ರೀ ವೀರಭದ್ರ ಶಿವಾಚಾರ್ಯ ಸ್ವಾಮೀಜಿಗಳು ವಿನಂತಿಸಿಕೊಂಡಿದ್ದಾರೆ. — [1271, 753, 1487, 964]
story1-byline: -ನವೀನ್ ಕುಮಾರ್, ಪಿಡಿಒ, ಚೌಳಕಟ್ಟೆ — [1345, 618, 1492, 632]
member-list-item: 11) ಹಂ.ಗು.ರಾಜೇಶ್, ಸದಸ್ಯರು, ಪುಸ್ತಕ ಅಯ್ಕೆ ಸಮಿತಿ. — [1041, 1490, 1250, 1504]
story1-quote — [1269, 357, 1492, 611]
story1-column-4 — [1026, 215, 1257, 656]
story6-column-5: ಕಲಿಕೆಯೇ ನಿಮ್ಮ ಭವಿಷ್ಯತ್ತಿನ ಸಂಗಾತಿ. ಕಲಿಕೆ ಇದು ನಿಮ್ಮ ಭವಿಷ್ಯತ್ತಿನ ಅಮೂಲ್ಯ ಆಸ್ತಿ. ಅದರಿಂದ ಮಾತ್ರ ನಿಮ್ಮ ಆತ್ಮನಿರ್ಭರತೆ ಸಾಧ್ಯವಾಗುತ್ತದೆ. ಹಿರೇಮಠ ಭವಿಷ್ಯದ ಪ್ರಜೆಗಳ ನಿರ್ಮಾಣಕ್ಕೆ ಮತ್ತು ಮಕ್ಕಳ ಉಜ್ವಲ ಭವಿಷ್ಯಕ್ಕಾಗಿ ಯಾವಾಗಲೂ ಹಂಬಲಿಸಿಕೊಂಡಿರುವ ಎಂದು ಹೇಳಿದರು. ಶಿಬಿರ ಸಂಯೋಜಕರಾದ ಶ್ರೀ ಬಾಲಚಂದ್ರ ಮತ್ತು ಶ್ರೀ ಕೆ. ಆರ್. ಜಗನ್ನಾಥ್‌ರವರು ಮತ್ತು ಶಿಬಿರ ಮಾರ್ಗದರ್ಶಕರಾದ ಶ್ರೀಮತಿ ಜಯಶ್ರೀ ಶಿರಸಂಗಿ, ಶ್ರೀಮತಿ ಶಾಂತಮ್ಮ ಜಗದೀಶ್ ಮತ್ತು ಶ್ರೀ ಚಂದ್ರಶೇಖರ್ ಮುಂತಾದವರು ಭಾಗವಹಿಸಿದರು. ತರಬೇತಿ ಶಿಬಿರವು ಮಕ್ಕಳ ಕಲಿಕೆಗೆ ಪೂರಕವಾಗಲಿದೆ ಎಂದು ಶಿಬಿರದ ಮಾರ್ಗದರ್ಶಕರು ತಿಳಿಸಿದರು. — [1266, 1814, 1492, 2022]
story3-body-b: 18ನೇ ವಾರ್ಷಿಕೋತ್ಸವ ಕಾರ್ಯಕ್ರಮ ಜೂನ್ -9ರ ಭಾನುವಾರ ಬೆಳಿಗ್ಗೆ 10 ಗಂಟೆಗೆ ನಡೆಯಲಿದ್ದು, ಶ್ರೀಮದ್ ರಂಭಾಪುರಿ ವೀರಸಿಂಹಾಸನಾಧೀಶ್ವರ ಶ್ರೀ 1008 ಜಗದ್ಗುರು ಪ್ರಸನ್ನ ರೇಣುಕ ಡಾ. — [1039, 973, 1263, 1040]
story1-col1-text-b: ಗೋಪಾಲಪುರದ ಹಾಗೂ ಲಕ್ಕೇನಹಳ್ಳಿ ಗ್ರಾಮಕ್ಕೆ ಕುಡಿಯುವ ನೀರು ಸರಬರಾಜು ಮಾಡುವ ಓವರ್ ಹೆಡ್ ಟ್ಯಾಂಕ್‌ಗೆ ನೀರು ಪೂರೈಸುವ ಕೊಳವೆಬಾವಿಯ ಮೋಟರ್ ಕೆಟ್ಟು ಹೋಗಿತ್ತು. ಇದರಿಂದ ಗೋಪಾಲಪುರದಲ್ಲಿ ನೀರಿನ ಸಮಸ್ಯೆ ಹೆಚ್ಚಾಗಿ ಚಾತಕಪಕ್ಷಿಯಂತೆ ನೀರು ಕೊಡಿ ಎಂದು ಗ್ರಾಮಸ್ಥರು ಕೇಳಿಕೊಂಡಿದ್ದರು. ಪರಿಣಾಮ ಲಕ್ಷ್ಮೇನಹಳ್ಳಿ ಗ್ರಾಮದ — [82, 359, 320, 470]
